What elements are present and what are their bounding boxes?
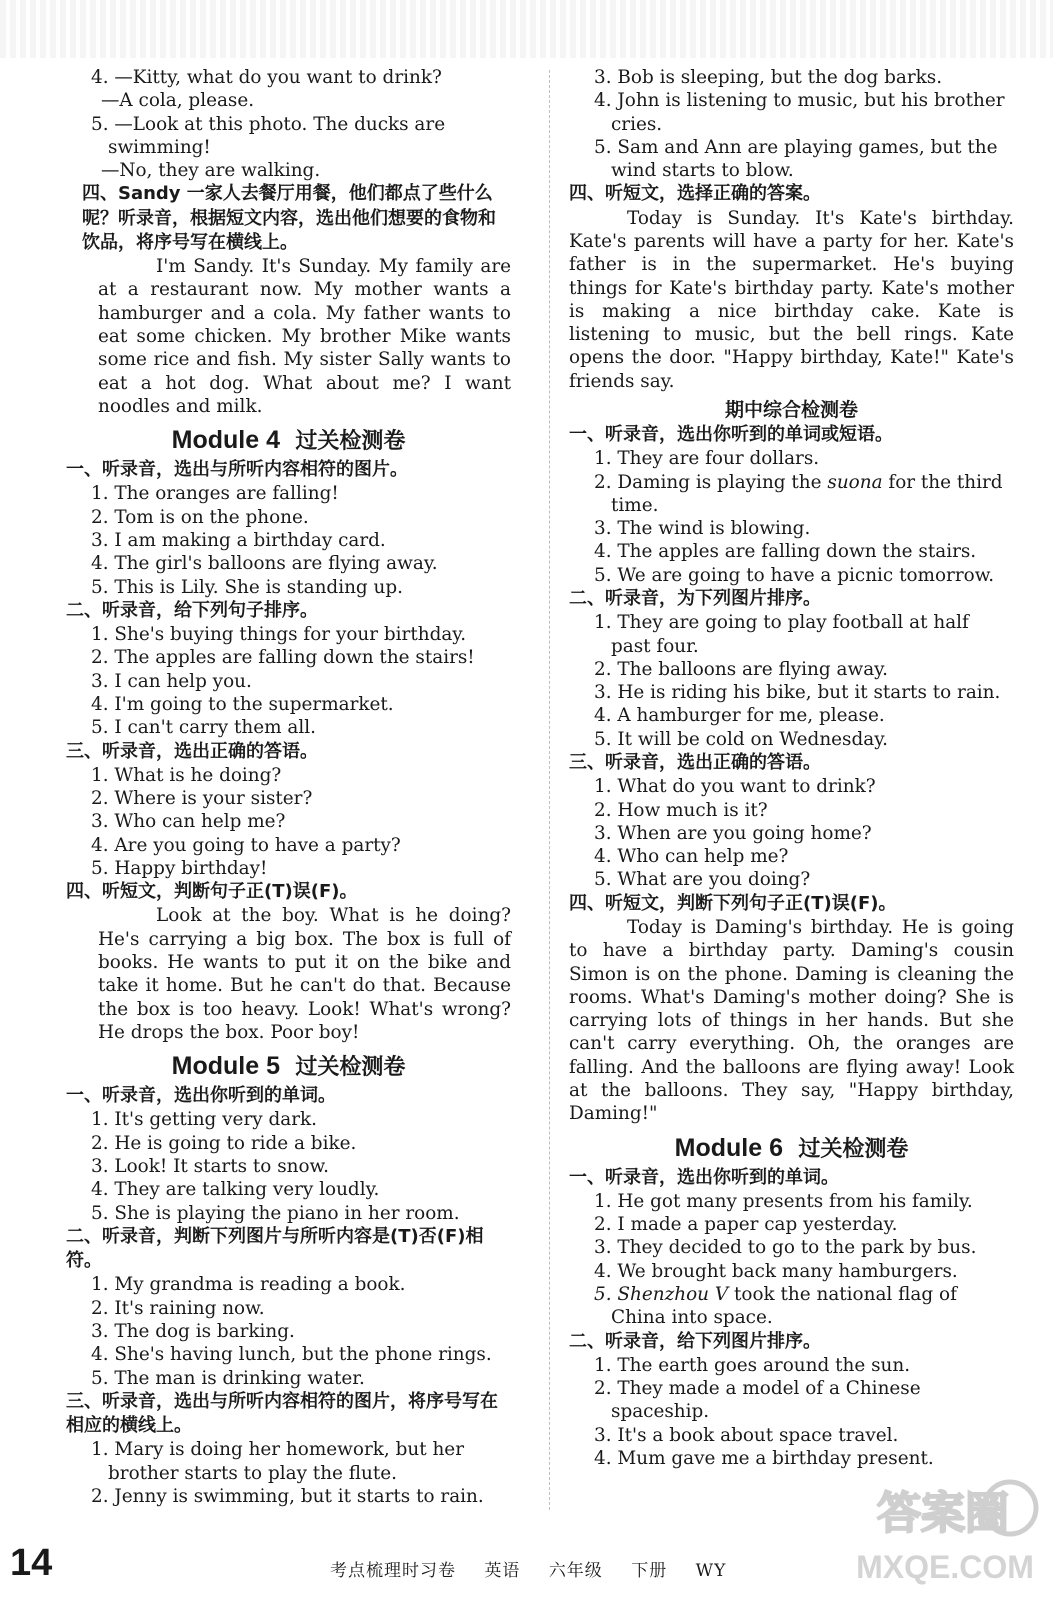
section-heading: 二、听录音，判断下列图片与所听内容是(T)否(F)相符。 [66,1225,484,1272]
section-heading: 二、听录音，给下列图片排序。 [569,1330,821,1352]
section-heading: 一、听录音，选出你听到的单词或短语。 [569,424,893,446]
top-decorative-border [0,0,1053,58]
section-heading: 四、Sandy 一家人去餐厅用餐，他们都点了些什么呢？听录音，根据短文内容，选出他们想要的食物和饮品，将序号写在横线上。 [82,183,496,253]
list-item: 1. What is he doing? [91,764,282,786]
footer-book-info [330,1556,748,1581]
list-item: 4. I'm going to the supermarket. [91,693,394,715]
list-item: 1. It's getting very dark. [91,1109,317,1131]
list-item: 1. She's buying things for your birthday. [91,624,467,646]
section-heading: 二、听录音，为下列图片排序。 [569,588,821,610]
section-heading: 四、听短文，选择正确的答案。 [569,183,821,205]
footer-term: 下册 [631,1561,668,1581]
list-item: 4. The apples are falling down the stairs. [594,541,977,563]
list-item: 5. Happy birthday! [91,857,268,879]
list-item: 5. She is playing the piano in her room. [91,1202,460,1224]
footer-edition: WY [695,1561,727,1581]
list-item: 4. We brought back many hamburgers. [594,1260,958,1282]
list-item: 2. Jenny is swimming, but it starts to rain. [91,1485,484,1507]
section-heading: 四、听短文，判断下列句子正(T)误(F)。 [569,892,897,914]
list-item: 1. The earth goes around the sun. [594,1354,911,1376]
text-line: 4. —Kitty, what do you want to drink? [91,67,442,88]
list-item: 4. They are talking very loudly. [91,1179,380,1201]
list-item: 3. Who can help me? [91,811,286,833]
module-4-title [66,426,511,456]
item-text: 2. Daming is playing the [594,471,828,493]
section-heading: 一、听录音，选出与所听内容相符的图片。 [66,459,408,481]
module-5-subtitle: 过关检测卷 [295,1055,406,1081]
list-item: 2. Tom is on the phone. [91,506,309,528]
footer-subject: 英语 [484,1561,521,1581]
list-item: 4. The girl's balloons are flying away. [91,553,438,575]
section-heading: 三、听录音，选出与所听内容相符的图片，将序号写在相应的横线上。 [66,1390,498,1436]
module-6-subtitle: 过关检测卷 [798,1136,909,1162]
list-item: 3. Look! It starts to snow. [91,1156,329,1178]
list-item: 4. A hamburger for me, please. [594,705,885,727]
list-item: 4. John is listening to music, but his brother cries. [594,90,1005,135]
list-item: 3. It's a book about space travel. [594,1424,899,1446]
module-6-title [569,1134,1014,1164]
list-item: 1. Mary is doing her homework, but her brother starts to play the flute. [91,1439,464,1484]
list-item: 4. Are you going to have a party? [91,834,401,856]
watermark-logo [845,1470,1045,1590]
right-column [569,66,1014,1470]
watermark-en-text: MXQE.COM [856,1549,1034,1585]
section-heading: 三、听录音，选出正确的答语。 [569,752,821,774]
item-text: took the national flag of China into space. [611,1283,957,1329]
section-heading: 一、听录音，选出你听到的单词。 [569,1166,839,1188]
list-item: 5. This is Lily. She is standing up. [91,576,404,598]
item-italic-text: suona [827,471,883,493]
section-heading: 四、听短文，判断句子正(T)误(F)。 [66,881,358,903]
section-heading: 一、听录音，选出你听到的单词。 [66,1085,336,1107]
list-item [569,1283,1014,1330]
list-item: 3. He is riding his bike, but it starts to rain. [594,682,1001,704]
column-divider [549,70,550,1510]
list-item: 1. They are going to play football at half past four. [594,612,969,657]
list-item: 2. He is going to ride a bike. [91,1132,357,1154]
list-item: 4. Mum gave me a birthday present. [594,1447,934,1469]
module-4-subtitle: 过关检测卷 [295,429,406,455]
module-6-label: Module 6 [674,1133,783,1162]
list-item: 5. It will be cold on Wednesday. [594,728,889,750]
list-item: 1. My grandma is reading a book. [91,1274,406,1296]
footer-book-title: 考点梳理时习卷 [330,1561,456,1581]
midterm-title: 期中综合检测卷 [724,399,858,422]
section-heading: 三、听录音，选出正确的答语。 [66,740,318,762]
list-item: 4. Who can help me? [594,846,789,868]
listening-passage: I'm Sandy. It's Sunday. My family are at a restaurant now. My mother wants a hamburger and a cola. My father wants to eat some chicken. My brother Mike wants some rice and fish. My sister Sally wants to eat a hot dog. What about me? I want noodles and milk. [98,256,511,417]
item-italic-text: 5. Shenzhou V [594,1283,729,1305]
list-item: 3. The wind is blowing. [594,518,811,540]
list-item: 3. I am making a birthday card. [91,529,386,551]
list-item: 3. They decided to go to the park by bus. [594,1237,977,1259]
list-item: 2. They made a model of a Chinese spaceship. [594,1378,921,1423]
list-item: 2. How much is it? [594,799,768,821]
list-item: 2. I made a paper cap yesterday. [594,1214,898,1236]
module-5-title [66,1052,511,1082]
list-item: 5. We are going to have a picnic tomorrow. [594,564,995,586]
list-item: 1. The oranges are falling! [91,483,339,505]
text-line: —A cola, please. [101,90,255,112]
list-item: 5. The man is drinking water. [91,1367,365,1389]
list-item: 3. When are you going home? [594,822,872,844]
list-item: 2. The balloons are flying away. [594,658,888,680]
list-item: 2. It's raining now. [91,1297,265,1319]
list-item: 1. He got many presents from his family. [594,1190,973,1212]
footer-grade: 六年级 [548,1561,603,1581]
page-number: 14 [10,1542,53,1584]
list-item: 3. The dog is barking. [91,1320,295,1342]
listening-passage: Look at the boy. What is he doing? He's carrying a big box. The box is full of books. He wants to put it on the bike and take it home. But he can't do that. Because the box is too heavy. Look! What's wrong? He drops the box. Poor boy! [98,905,511,1043]
item-text: for the third time. [611,471,1003,516]
list-item: 1. What do you want to drink? [594,776,876,798]
watermark-cn-text: 答案圈 [877,1488,1009,1539]
list-item: 5. What are you doing? [594,869,811,891]
module-4-label: Module 4 [171,426,280,455]
section-heading: 二、听录音，给下列句子排序。 [66,599,318,621]
module-5-label: Module 5 [171,1052,280,1081]
list-item: 1. They are four dollars. [594,448,820,470]
list-item: 5. Sam and Ann are playing games, but the wind starts to blow. [594,136,998,182]
list-item: 2. The apples are falling down the stairs! [91,647,475,669]
listening-passage: Today is Daming's birthday. He is going to have a birthday party. Daming's cousin Simon is on the phone. Daming is cleaning the rooms. What's Daming's mother doing? She is carrying lots of things in her hands. But she can't carry everything. Oh, the oranges are falling. And the balloons are flying away! Look at the balloons. They say, "Happy birthday, Daming!" [569,916,1014,1125]
list-item: 2. Where is your sister? [91,788,313,810]
list-item: 4. She's having lunch, but the phone rings. [91,1344,492,1366]
text-line: —No, they are walking. [101,160,321,182]
listening-passage: Today is Sunday. It's Kate's birthday. Kate's parents will have a party for her. Kate's father is in the supermarket. He's buying things for Kate's birthday party. Kate's mother is making a nice birthday cake. Kate is listening to music, but the bell rings. Kate opens the door. "Happy birthday, Kate!" Kate's friends say. [569,207,1014,392]
list-item: 3. I can help you. [91,670,252,692]
text-line: 5. —Look at this photo. The ducks are swimming! [91,113,446,158]
list-item: 5. I can't carry them all. [91,717,316,739]
list-item: 3. Bob is sleeping, but the dog barks. [594,67,943,88]
list-item [569,471,1014,518]
left-column [66,66,511,1508]
